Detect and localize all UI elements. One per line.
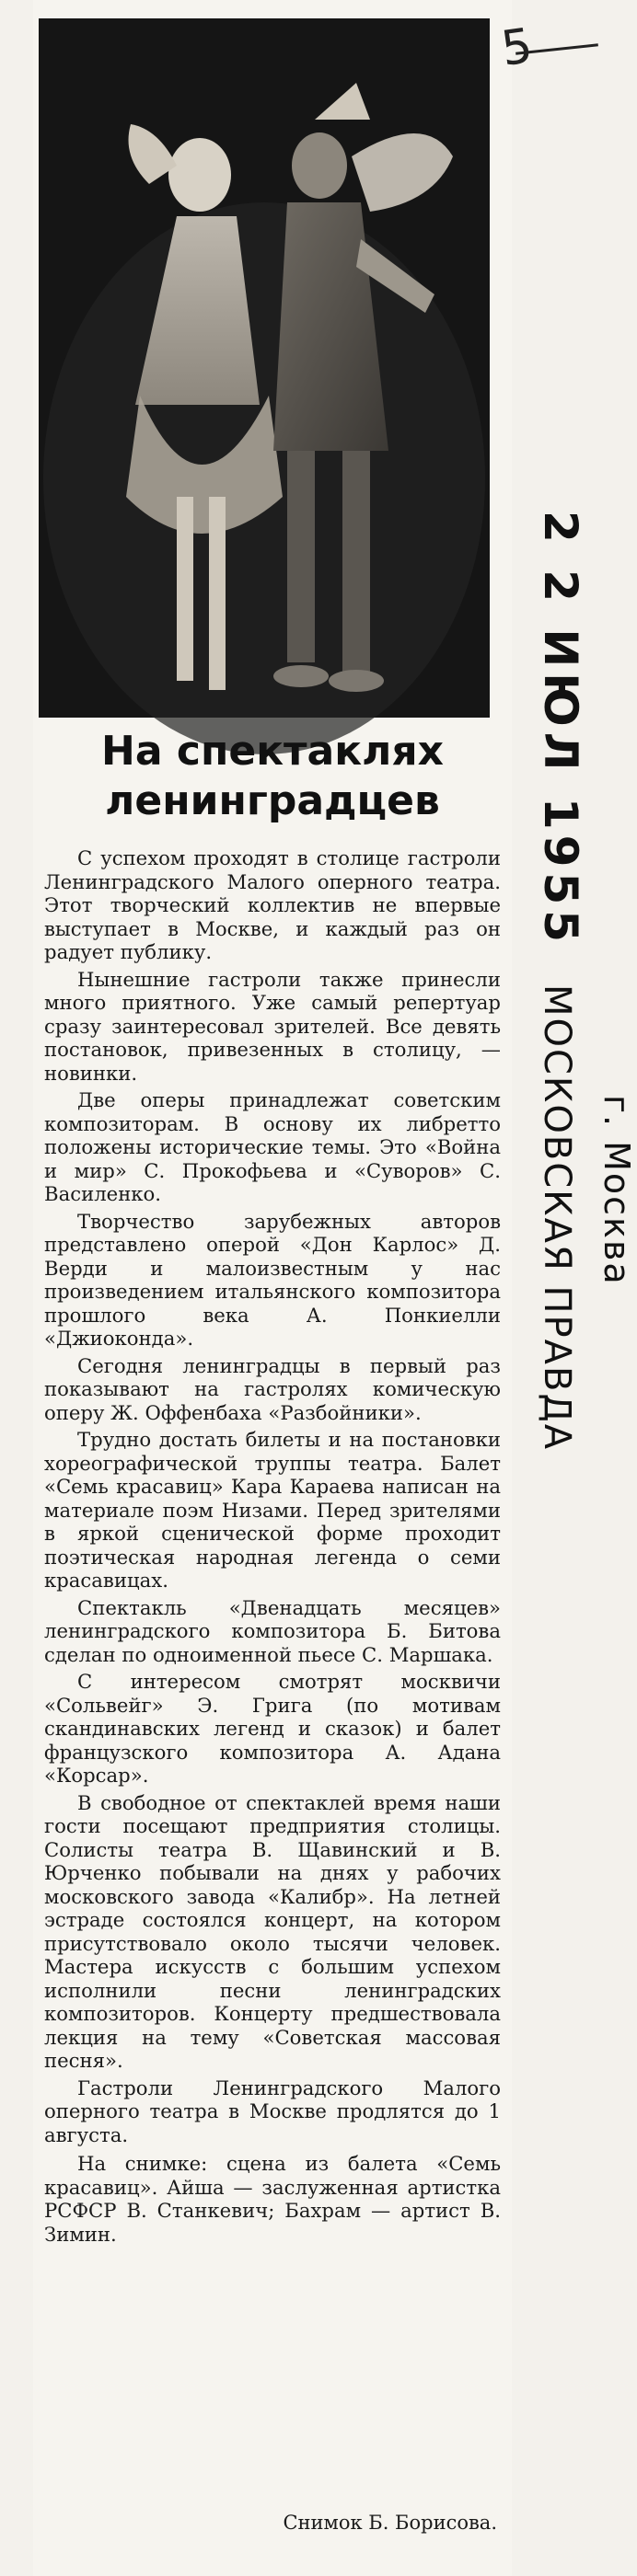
city-stamp: г. Москва (596, 1095, 637, 1286)
title-line-1: На спектаклях (101, 728, 444, 775)
date-stamp: 2 2 ИЮЛ 1955 (534, 511, 587, 949)
paragraph: Гастроли Ленинградского Малого оперного театра в Москве продлятся до 1 августа. (44, 2076, 501, 2146)
photo-credit: Снимок Б. Борисова. (283, 2512, 497, 2534)
paragraph: В свободное от спектаклей время наши гости посещают предприятия столицы. Солисты театра В. Щавинский и В. Юрченко побывали на днях у рабочих московского завода «Калибр». На летней эстраде состоялся концерт, на котором присутствовало около тысячи человек. Мастера искусств с большим успехом исполнили песни ленинградских композиторов. Концерту предшествовала лекция на тему «Советская массовая песня». (44, 1790, 501, 2072)
paragraph: Нынешние гастроли также принесли много приятного. Уже самый репертуар сразу заинтересовал зрителей. Все девять постановок, привезенных в столицу, — новинки. (44, 967, 501, 1085)
handwritten-page-number: 5 (497, 17, 537, 78)
photo-caption: На снимке: сцена из балета «Семь красавиц». Айша — заслуженная артистка РСФСР В. Станкевич; Бахрам — артист В. Зимин. (44, 2152, 501, 2246)
ballet-scene-illustration (39, 18, 490, 718)
article-title (33, 727, 512, 826)
title-line-2: ленинградцев (105, 777, 440, 824)
paragraph: С интересом смотрят москвичи «Сольвейг» Э. Грига (по мотивам скандинавских легенд и сказок) и балет французского композитора А. Адана «Корсар». (44, 1670, 501, 1787)
article-body (44, 846, 501, 2249)
paragraph: Трудно достать билеты и на постановки хореографической труппы театра. Балет «Семь красавиц» Кара Караева написан на материале поэм Низами. Перед зрителями в яркой сценической форме проходит поэтическая народная легенда о семи красавицах. (44, 1428, 501, 1592)
paragraph: С успехом проходят в столице гастроли Ленинградского Малого оперного театра. Этот творческий коллектив не впервые выступает в Москве, и каждый раз он радует публику. (44, 846, 501, 963)
paragraph: Спектакль «Двенадцать месяцев» ленинградского композитора Б. Битова сделан по одноименной пьесе С. Маршака. (44, 1595, 501, 1666)
ballet-photo (39, 18, 490, 718)
paragraph: Творчество зарубежных авторов представлено оперой «Дон Карлос» Д. Верди и малоизвестным у нас произведением итальянского композитора прошлого века А. Понкиелли «Джиоконда». (44, 1209, 501, 1350)
paragraph: Две оперы принадлежат советским композиторам. В основу их либретто положены исторические темы. Это «Война и мир» С. Прокофьева и «Суворов» С. Василенко. (44, 1088, 501, 1205)
newspaper-name-stamp: МОСКОВСКАЯ ПРАВДА (536, 984, 578, 1452)
paragraph: Сегодня ленинградцы в первый раз показывают на гастролях комическую оперу Ж. Оффенбаха «Разбойники». (44, 1353, 501, 1424)
